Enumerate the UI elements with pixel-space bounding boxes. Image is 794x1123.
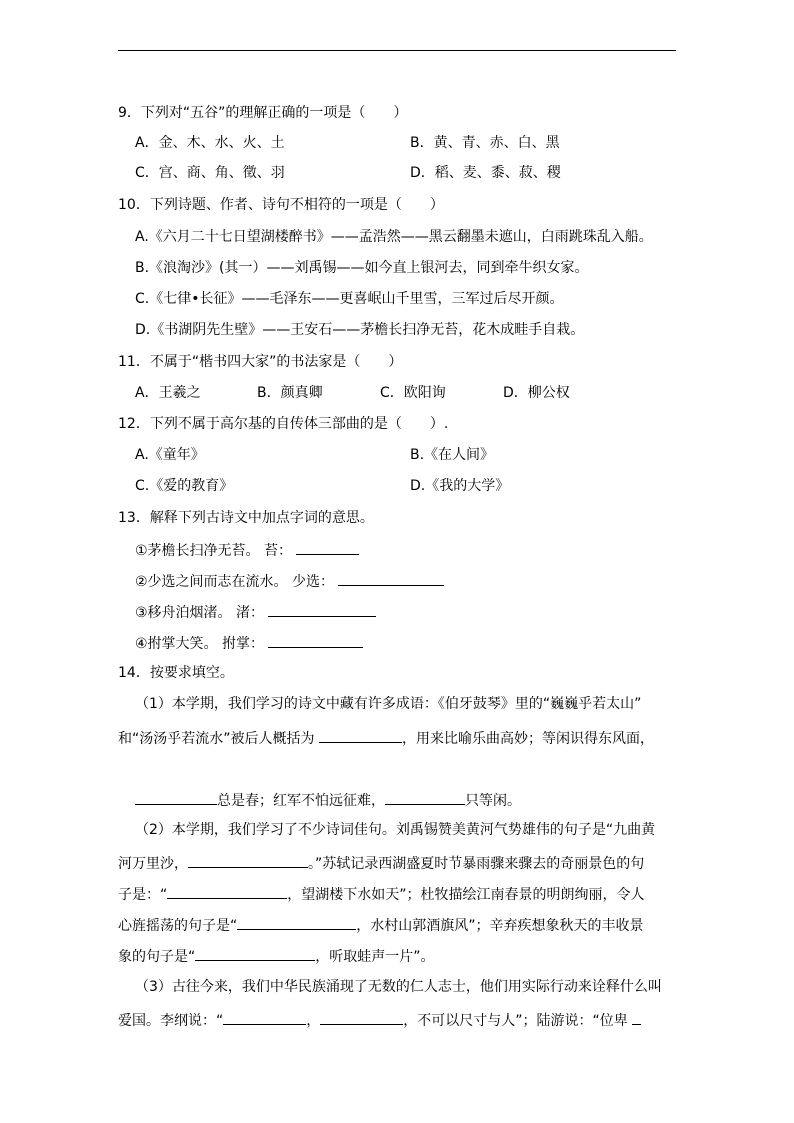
part-1-line [118,728,654,746]
text: ，用来比喻乐曲高妙；等闲识得东风面， [401,731,654,747]
text: 。”苏轼记录西湖盛夏时节暴雨骤来骤去的奇丽景色的句 [308,856,645,872]
part-2-line: （2）本学期，我们学习了不少诗词佳句。刘禹锡赞美黄河气势雄伟的句子是“九曲黄 [135,822,656,838]
part-2-line [118,915,644,933]
part-3-line: （3）古往今来，我们中华民族涌现了无数的仁人志士，他们用实际行动来诠释什么叫 [135,979,662,995]
option-c: C.《爱的教育》 [135,478,234,494]
option-a: A．金、木、水、火、土 [135,135,285,151]
question-stem: 14．按要求填空。 [118,665,234,681]
text: 子是：“ [118,887,168,903]
text: 河万里沙， [118,856,188,872]
answer-blank[interactable] [237,915,356,930]
option-c: C．欧阳询 [380,385,446,401]
question-stem: 10．下列诗题、作者、诗句不相符的一项是（ ） [118,197,444,213]
answer-blank[interactable] [135,790,217,805]
item-text: ④拊掌大笑。 拊掌： [135,636,265,652]
option-c: C．宫、商、角、徵、羽 [135,165,285,181]
option-d: D.《书湖阴先生壁》——王安石——茅檐长扫净无苔，花木成畦手自栽。 [135,322,585,338]
answer-blank[interactable] [167,884,287,899]
part-3-line [118,1010,641,1028]
option-a: A.《童年》 [135,447,205,463]
option-b: B.《浪淘沙》(其一）——刘禹锡——如今直上银河去，同到牵牛织女家。 [135,260,589,276]
item-text: ③移舟泊烟渚。 渚： [135,605,265,621]
answer-blank[interactable] [223,1010,306,1025]
item-2 [135,571,444,589]
question-stem: 12．下列不属于高尔基的自传体三部曲的是（ ）. [118,416,449,432]
answer-blank[interactable] [268,602,376,617]
answer-blank[interactable] [319,728,402,743]
question-stem: 11．不属于“楷书四大家”的书法家是（ ） [118,354,403,370]
option-d: D．稻、麦、黍、菽、稷 [410,165,561,181]
option-b: B．颜真卿 [257,385,323,401]
question-stem: 9．下列对“五谷”的理解正确的一项是（ ） [118,105,408,121]
option-b: B.《在人间》 [410,447,495,463]
answer-blank[interactable] [320,1010,403,1025]
text: 只等闲。 [465,793,521,809]
part-1-line: （1）本学期，我们学习的诗文中藏有许多成语：《伯牙鼓琴》里的“巍巍乎若太山” [135,696,642,712]
option-c: C.《七律•长征》——毛泽东——更喜岷山千里雪，三军过后尽开颜。 [135,291,564,307]
item-text: ②少选之间而志在流水。 少选： [135,574,335,590]
option-d: D.《我的大学》 [410,478,510,494]
text: ， [306,1013,321,1029]
item-1 [135,540,359,558]
answer-blank[interactable] [632,1010,641,1025]
part-2-line [118,946,435,964]
answer-blank[interactable] [296,540,359,555]
part-2-line [118,853,644,871]
answer-blank[interactable] [188,853,308,868]
part-2-line [118,884,645,902]
option-d: D．柳公权 [503,385,570,401]
option-a: A.《六月二十七日望湖楼醉书》——孟浩然——黑云翻墨未遮山，白雨跳珠乱入船。 [135,229,653,245]
answer-blank[interactable] [338,571,444,586]
text: ，水村山郭酒旗风”；辛弃疾想象秋天的丰收景 [356,918,644,934]
text: 和“汤汤乎若流水”被后人概括为 [118,731,319,747]
header-rule [118,50,676,51]
text: 心旌摇荡的句子是“ [118,918,238,934]
text: 爱国。李纲说：“ [118,1013,224,1029]
answer-blank[interactable] [385,790,465,805]
text: ，听取蛙声一片”。 [315,949,435,965]
option-b: B．黄、青、赤、白、黑 [410,135,560,151]
option-a: A．王羲之 [135,385,201,401]
text: 总是春；红军不怕远征难， [217,793,385,809]
answer-blank[interactable] [195,946,315,961]
item-4 [135,633,363,651]
question-stem: 13．解释下列古诗文中加点字词的意思。 [118,510,374,526]
item-text: ①茅檐长扫净无苔。 苔： [135,543,293,559]
text: ，不可以尺寸与人”；陆游说：“位卑 [403,1013,633,1029]
text: ，望湖楼下水如天”；杜牧描绘江南春景的明朗绚丽，令人 [287,887,645,903]
answer-blank[interactable] [268,633,363,648]
item-3 [135,602,376,620]
part-1-line [135,790,521,808]
text: 象的句子是“ [118,949,196,965]
